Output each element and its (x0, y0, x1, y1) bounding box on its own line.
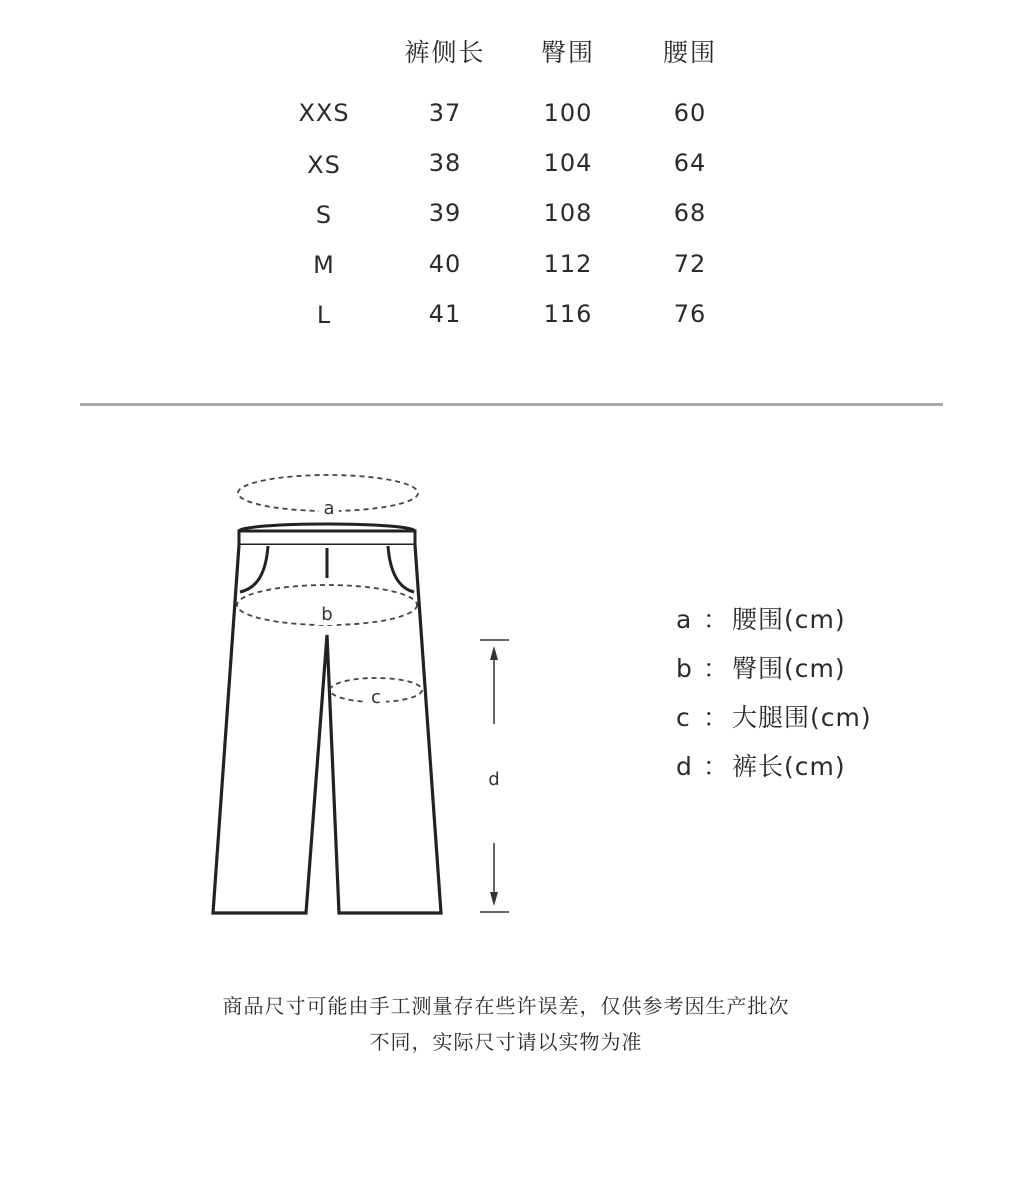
legend-colon: ： (702, 654, 729, 683)
down-arrow-head (490, 892, 498, 906)
label-a: a (319, 499, 339, 519)
table-cell: 37 (428, 99, 462, 127)
table-cell: 64 (673, 149, 707, 177)
size-label: M (313, 251, 335, 279)
legend-colon: ： (702, 605, 729, 634)
up-arrow-head (490, 646, 498, 660)
table-cell: 108 (543, 199, 593, 227)
header-side-length: 裤侧长 (404, 38, 486, 67)
size-label: L (316, 301, 332, 329)
table-cell: 60 (673, 99, 707, 127)
table-cell: 68 (673, 199, 707, 227)
legend-text: 腰围(cm) (732, 605, 846, 634)
legend-text: 臀围(cm) (732, 654, 846, 683)
legend-text: 大腿围(cm) (732, 703, 872, 732)
label-c: c (366, 688, 386, 708)
legend-key: d (676, 752, 693, 781)
table-cell: 116 (543, 300, 593, 328)
table-cell: 112 (543, 250, 593, 278)
legend-key: b (676, 654, 693, 683)
legend-item (676, 653, 846, 685)
label-d: d (488, 769, 500, 790)
legend-colon: ： (702, 703, 729, 732)
table-cell: 100 (543, 99, 593, 127)
legend-colon: ： (702, 752, 729, 781)
legend-key: a (676, 605, 693, 634)
table-cell: 104 (543, 149, 593, 177)
legend-item (676, 604, 846, 636)
table-cell: 72 (673, 250, 707, 278)
legend-key: c (676, 703, 691, 732)
size-label: XS (307, 151, 341, 179)
header-hip: 臀围 (540, 38, 595, 67)
table-cell: 39 (428, 199, 462, 227)
pants-outline (213, 545, 441, 913)
legend-item (676, 702, 872, 734)
table-cell: 38 (428, 149, 462, 177)
table-cell: 76 (673, 300, 707, 328)
legend-item (676, 751, 846, 783)
size-label: XXS (298, 99, 350, 127)
table-cell: 40 (428, 250, 462, 278)
disclaimer-line-2: 不同，实际尺寸请以实物为准 (369, 1030, 643, 1054)
table-cell: 41 (428, 300, 462, 328)
disclaimer-line-1: 商品尺寸可能由手工测量存在些许误差，仅供参考因生产批次 (222, 994, 790, 1018)
label-b: b (317, 605, 337, 625)
header-waist: 腰围 (662, 38, 717, 67)
legend-text: 裤长(cm) (732, 752, 846, 781)
waistband (239, 531, 415, 545)
size-label: S (315, 201, 333, 229)
